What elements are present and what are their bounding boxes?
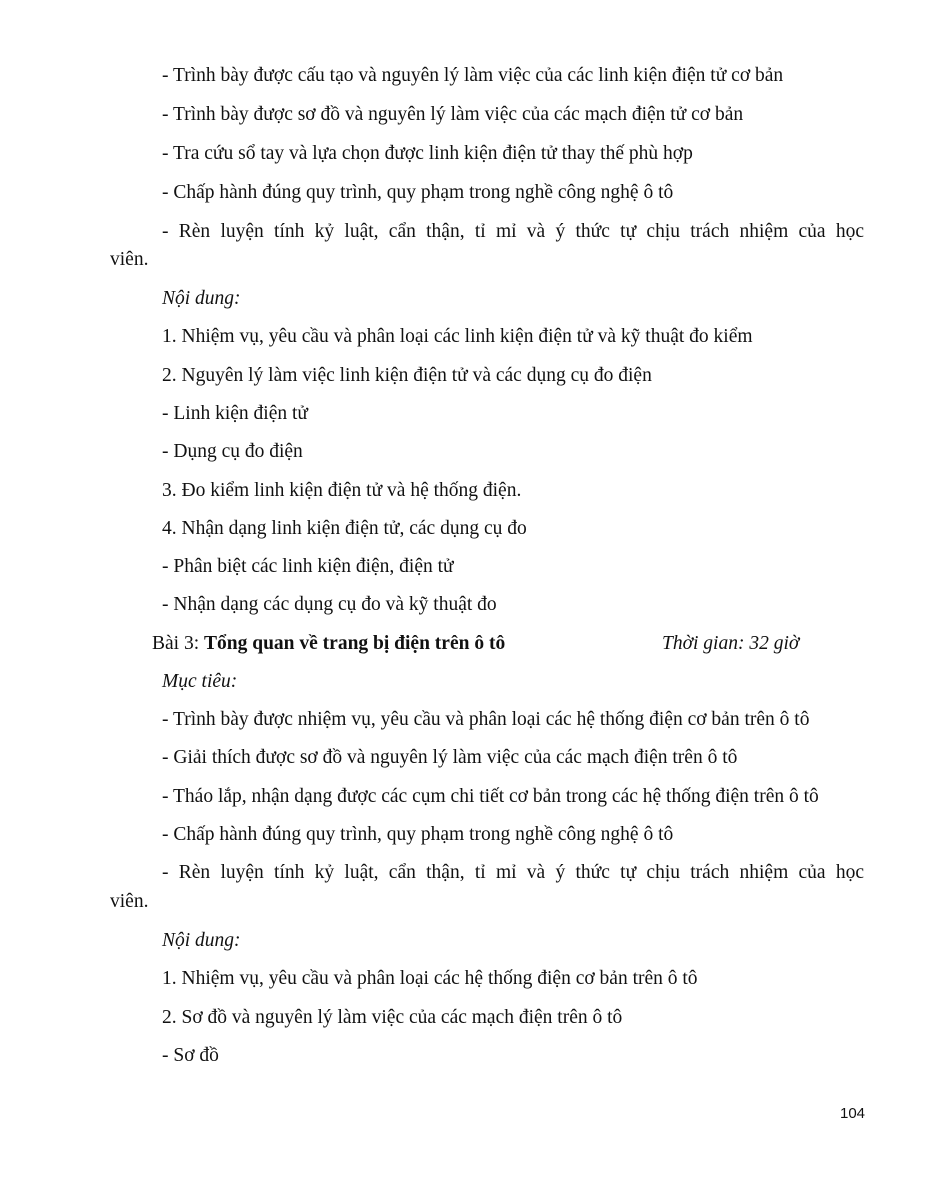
lesson-title: Tổng quan về trang bị điện trên ô tô [204, 633, 506, 654]
lesson-prefix: Bài 3: [152, 633, 204, 654]
objective-item: - Chấp hành đúng quy trình, quy phạm trong nghề công nghệ ô tô [162, 824, 674, 845]
objective-item-continuation: viên. [110, 891, 149, 912]
objective-item: - Giải thích được sơ đồ và nguyên lý làm việc của các mạch điện trên ô tô [162, 747, 738, 768]
objective-item: - Trình bày được cấu tạo và nguyên lý làm việc của các linh kiện điện tử cơ bản [162, 65, 784, 86]
objective-item: - Tra cứu sổ tay và lựa chọn được linh kiện điện tử thay thế phù hợp [162, 143, 693, 164]
objective-item: - Rèn luyện tính kỷ luật, cẩn thận, tỉ mỉ và ý thức tự chịu trách nhiệm của học [162, 221, 864, 242]
content-item: 3. Đo kiểm linh kiện điện tử và hệ thống điện. [162, 480, 522, 501]
content-item: - Sơ đồ [162, 1045, 219, 1066]
lesson-time: Thời gian: 32 giờ [662, 633, 800, 654]
content-item: 1. Nhiệm vụ, yêu cầu và phân loại các hệ thống điện cơ bản trên ô tô [162, 968, 698, 989]
lesson-heading [152, 632, 505, 656]
objective-item: - Trình bày được nhiệm vụ, yêu cầu và phân loại các hệ thống điện cơ bản trên ô tô [162, 709, 810, 730]
objective-item: - Chấp hành đúng quy trình, quy phạm trong nghề công nghệ ô tô [162, 182, 674, 203]
content-item: 4. Nhận dạng linh kiện điện tử, các dụng cụ đo [162, 518, 527, 539]
content-item: - Linh kiện điện tử [162, 403, 308, 424]
content-item: - Dụng cụ đo điện [162, 441, 303, 462]
content-heading: Nội dung: [162, 288, 241, 309]
content-item: 1. Nhiệm vụ, yêu cầu và phân loại các linh kiện điện tử và kỹ thuật đo kiểm [162, 326, 753, 347]
content-item: 2. Nguyên lý làm việc linh kiện điện tử và các dụng cụ đo điện [162, 365, 652, 386]
content-heading: Nội dung: [162, 930, 241, 951]
content-item: - Nhận dạng các dụng cụ đo và kỹ thuật đo [162, 594, 497, 615]
content-item: 2. Sơ đồ và nguyên lý làm việc của các mạch điện trên ô tô [162, 1007, 623, 1028]
page-number: 104 [840, 1105, 866, 1122]
objectives-heading: Mục tiêu: [162, 671, 238, 692]
objective-item: - Rèn luyện tính kỷ luật, cẩn thận, tỉ mỉ và ý thức tự chịu trách nhiệm của học [162, 862, 864, 883]
objective-item-continuation: viên. [110, 249, 149, 270]
objective-item: - Tháo lắp, nhận dạng được các cụm chi tiết cơ bản trong các hệ thống điện trên ô tô [162, 786, 819, 807]
objective-item: - Trình bày được sơ đồ và nguyên lý làm việc của các mạch điện tử cơ bản [162, 104, 744, 125]
content-item: - Phân biệt các linh kiện điện, điện tử [162, 556, 454, 577]
